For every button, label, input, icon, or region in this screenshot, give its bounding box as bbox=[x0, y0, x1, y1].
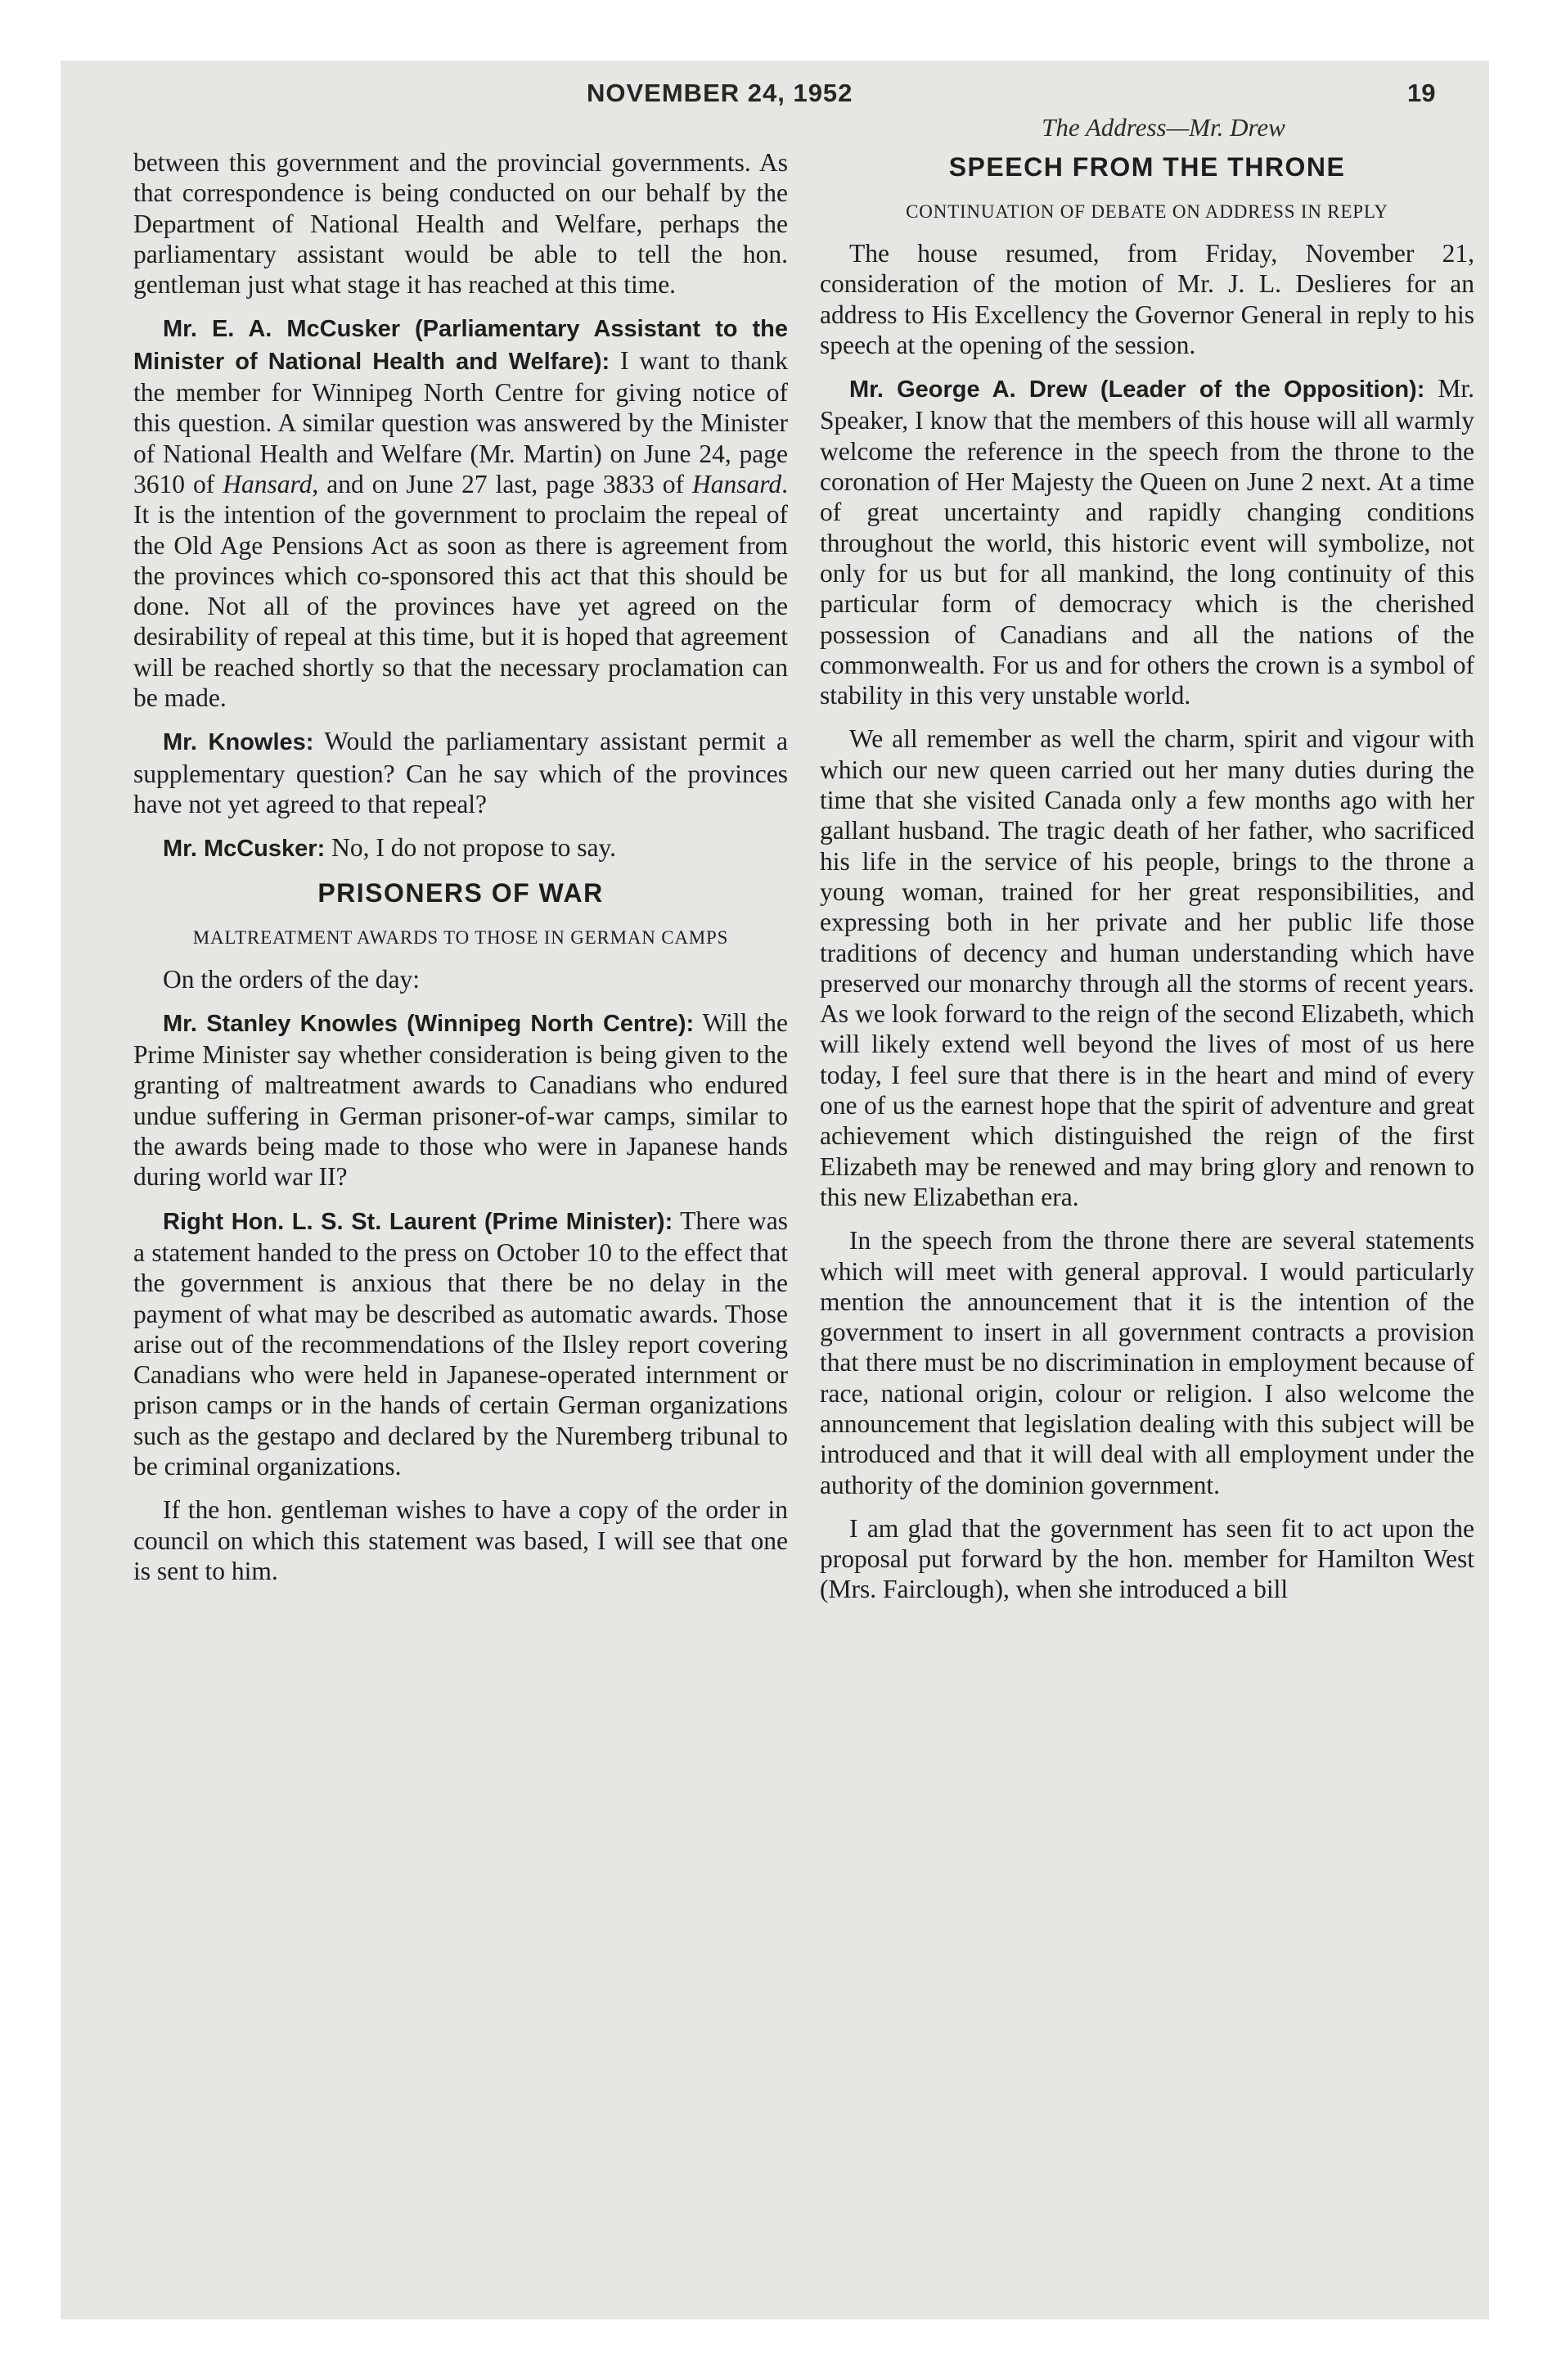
speaker-name: Mr. George A. Drew (Leader of the Opposition): bbox=[849, 376, 1425, 403]
page-number: 19 bbox=[1407, 79, 1436, 107]
speech-text: Would the parliamentary assistant permit a supplementary question? Can he say which of the provinces have not yet agreed to that repeal? bbox=[133, 727, 788, 818]
speech-text: . It is the intention of the government to proclaim the repeal of the Old Age Pensions Act as soon as there is agreement from the provinces which co-sponsored this act that this should be done. Not all of the provinces have yet agreed on the desirability of repeal at this time, but it is hoped that agreement will be reached shortly so that the necessary proclamation can be made. bbox=[133, 469, 788, 713]
left-paragraph-8: If the hon. gentleman wishes to have a copy of the order in council on which this statement was based, I will see that one is sent to him. bbox=[133, 1495, 788, 1585]
speaker-name: Mr. Knowles: bbox=[163, 729, 314, 756]
speaker-name: Mr. McCusker: bbox=[163, 836, 326, 863]
right-paragraph-4: In the speech from the throne there are several statements which will meet with general approval. I would particularly mention the announcement that it is the intention of the government to insert in all government contracts a provision that there must be no discrimination in employment because of race, national origin, colour or religion. I also welcome the announcement that legislation dealing with this subject will be introduced and that it will deal with all employment under the authority of the dominion government. bbox=[820, 1226, 1474, 1499]
speech-text: Will the Prime Minister say whether consideration is being given to the granting of maltreatment awards to Canadians who endured undue suffering in German prisoner-of-war camps, similar to the awards being made to those who were in Japanese hands during world war II? bbox=[133, 1007, 789, 1192]
left-paragraph-7 bbox=[133, 1206, 788, 1482]
speech-text: There was a statement handed to the press on October 10 to the effect that the government is anxious that there be no delay in the payment of what may be described as automatic awards. Those arise out of the recommendations of the Ilsley report covering Canadians who were held in Japanese-operated internment or prison camps or in the hands of certain German organizations such as the gestapo and declared by the Nuremberg tribunal to be criminal organizations. bbox=[133, 1206, 788, 1481]
left-column bbox=[133, 147, 788, 1599]
hansard-ref: Hansard bbox=[692, 469, 782, 498]
speaker-name: Mr. Stanley Knowles (Winnipeg North Centre): bbox=[163, 1010, 695, 1037]
right-paragraph-5: I am glad that the government has seen fit to act upon the proposal put forward by the hon. member for Hamilton West (Mrs. Fairclough), when she introduced a bill bbox=[820, 1513, 1474, 1604]
hansard-ref: Hansard bbox=[223, 469, 313, 498]
speech-text: Mr. Speaker, I know that the members of this house will all warmly welcome the reference in the speech from the throne to the coronation of Her Majesty the Queen on June 2 next. At a time of great uncertainty and rapidly changing conditions throughout the world, this historic event will symbolize, not only for us but for all mankind, the long continuity of this particular form of democracy which is the cherished possession of Canadians and all the nations of the commonwealth. For us and for others the crown is a symbol of stability in this very unstable world. bbox=[820, 374, 1475, 710]
right-paragraph-2 bbox=[820, 373, 1474, 710]
left-paragraph-4 bbox=[133, 832, 788, 864]
speaker-name: Right Hon. L. S. St. Laurent (Prime Minister): bbox=[163, 1208, 673, 1235]
left-paragraph-6 bbox=[133, 1007, 788, 1192]
section-title-throne: SPEECH FROM THE THRONE bbox=[948, 152, 1346, 182]
running-head: The Address—Mr. Drew bbox=[1042, 113, 1285, 142]
section-subtitle-throne: CONTINUATION OF DEBATE ON ADDRESS IN REPLY bbox=[906, 201, 1388, 222]
right-paragraph-3: We all remember as well the charm, spirit and vigour with which our new queen carried out her many duties during the time that she visited Canada only a few months ago with her gallant husband. The tragic death of her father, who sacrificed his life in the service of his people, brings to the throne a young woman, trained for her great responsibilities, and expressing both in her private and her public life those traditions of decency and human understanding which have preserved our monarchy through all the storms of recent years. As we look forward to the reign of the second Elizabeth, which will likely extend well beyond the lives of most of us here today, I feel sure that there is in the heart and mind of every one of us the earnest hope that the spirit of adventure and great achievement which distinguished the reign of the first Elizabeth may be renewed and may bring glory and renown to this new Elizabethan era. bbox=[820, 724, 1474, 1211]
speech-text: , and on June 27 last, page 3833 of bbox=[312, 469, 693, 498]
speech-text: I want to thank the member for Winnipeg North Centre for giving notice of this question. A similar question was answered by the Minister of National Health and Welfare (Mr. Martin) on June 24, page 3610 of bbox=[133, 345, 788, 498]
left-paragraph-1: between this government and the provincial governments. As that correspondence is being conducted on our behalf by the Department of National Health and Welfare, perhaps the parliamentary assistant would be able to tell the hon. gentleman just what stage it has reached at this time. bbox=[133, 148, 788, 300]
right-paragraph-1: The house resumed, from Friday, November 21, consideration of the motion of Mr. J. L. Deslieres for an address to His Excellency the Governor General in reply to his speech at the opening of the session. bbox=[820, 239, 1474, 359]
left-paragraph-5: On the orders of the day: bbox=[163, 964, 421, 994]
section-title-prisoners: PRISONERS OF WAR bbox=[317, 877, 604, 908]
speech-text: No, I do not propose to say. bbox=[325, 833, 617, 863]
section-subtitle-prisoners: MALTREATMENT AWARDS TO THOSE IN GERMAN CAMPS bbox=[192, 926, 729, 948]
speaker-name: Mr. E. A. McCusker (Parliamentary Assistant to the Minister of National Health and Welfare): bbox=[133, 316, 788, 375]
left-paragraph-3 bbox=[133, 726, 788, 819]
right-column bbox=[820, 147, 1474, 1618]
page-date: NOVEMBER 24, 1952 bbox=[587, 79, 853, 107]
left-paragraph-2 bbox=[133, 313, 788, 713]
